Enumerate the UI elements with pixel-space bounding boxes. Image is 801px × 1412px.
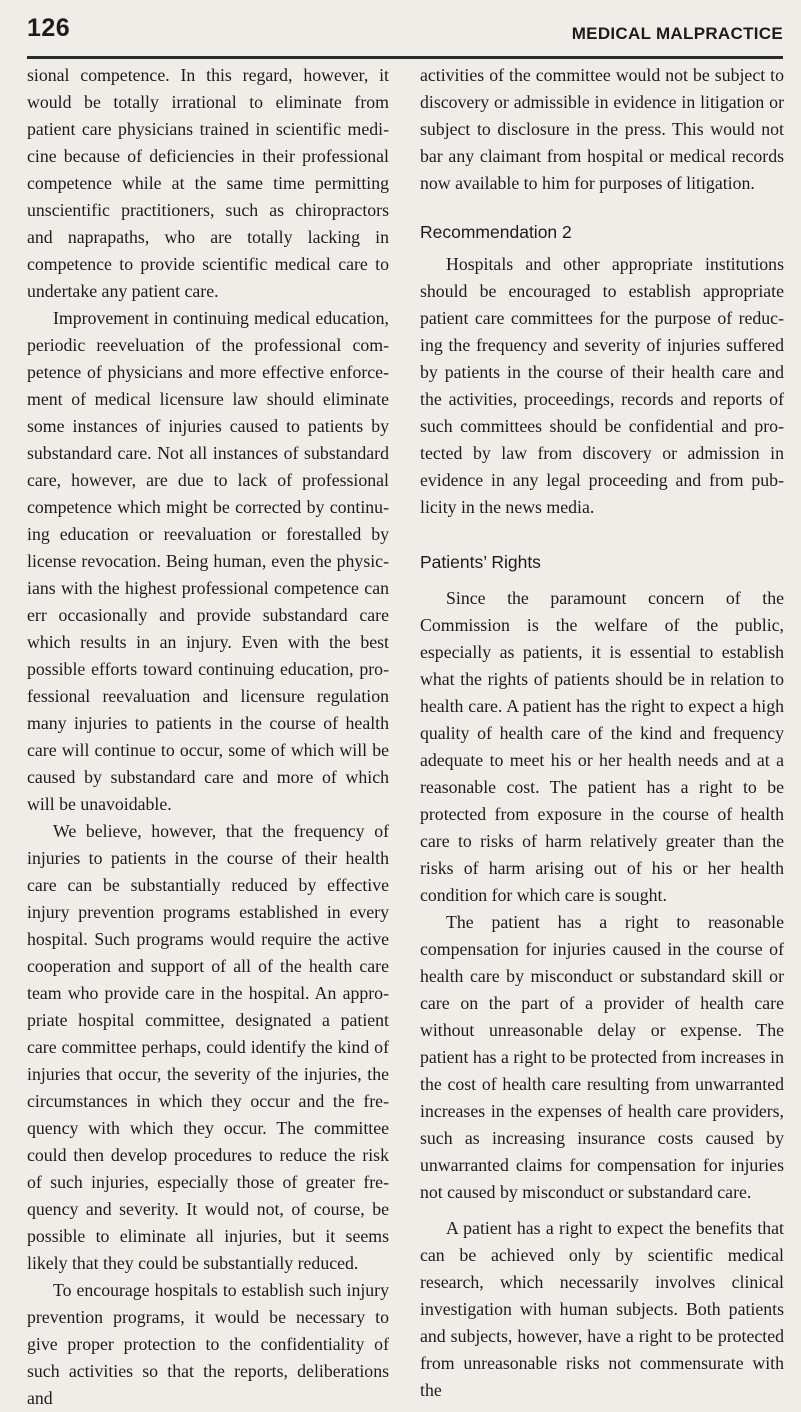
recommendation-text: Hospitals and other appropriate institutions should be encouraged to establish appropriate patient care committees for the purpose of reducing the frequency and severity of injuries suffered by patients in the course of their health care and the activities, proceedings, records and reports of such committees should be confidential and protected by law from discovery or admission in evidence in any legal proceeding and from publicity in the news media. bbox=[420, 254, 784, 517]
body-paragraph: Since the paramount concern of the Commission is the welfare of the public, especially as patients, it is essential to establish what the rights of patients should be in relation to health care. A patient has the right to expect a high quality of health care of the kind and frequency adequate to meet his or her health needs and at a reasonable cost. The patient has a right to be protected from exposure in the course of health care to risks of harm relatively greater than the risks of harm arising out of his or her health condition for which care is sought. bbox=[420, 588, 784, 905]
body-paragraph: The patient has a right to reasonable compensation for injuries caused in the course of health care by misconduct or substandard skill or care on the part of a provider of health care without unreasonable delay or expense. The patient has a right to be protected from increases in the cost of health care resulting from unwarranted increases in the expenses of health care providers, such as increasing insurance costs caused by unwarranted claims for compensation for injuries not caused by misconduct or substandard care. bbox=[420, 912, 784, 1202]
left-column bbox=[27, 62, 389, 1412]
body-paragraph: Improvement in continuing medical education, periodic reeveluation of the professional competence of physicians and more effective enforcement of medical licensure law should eliminate some instances of injuries caused to patients by substandard care. Not all instances of substandard care, however, are due to lack of professional competence which might be corrected by continuing education or reevaluation or forestalled by license revocation. Being human, even the physicians with the highest professional competence can err occasionally and provide substandard care which results in an injury. Even with the best possible efforts toward continuing education, professional reevaluation and licensure regulation many injuries to patients in the course of health care will continue to occur, some of which will be caused by substandard care and more of which will be unavoidable. bbox=[27, 308, 389, 814]
page-number: 126 bbox=[27, 14, 71, 42]
body-paragraph: A patient has a right to expect the benefits that can be achieved only by scientific medical research, which necessarily involves clinical investigation with human subjects. Both patients and subjects, however, have a right to be protected from unreasonable risks not commensurate with the bbox=[420, 1218, 784, 1400]
section-heading-patients-rights: Patients’ Rights bbox=[420, 552, 541, 572]
right-column bbox=[420, 62, 784, 1404]
running-title: MEDICAL MALPRACTICE bbox=[571, 24, 783, 43]
section-heading-recommendation: Recommendation 2 bbox=[420, 222, 572, 242]
body-paragraph: activities of the committee would not be subject to discovery or admissible in evidence in litigation or subject to disclosure in the press. This would not bar any claimant from hospital or medical records now available to him for purposes of litigation. bbox=[420, 65, 784, 193]
body-paragraph: sional competence. In this regard, however, it would be totally irrational to eliminate from patient care physicians trained in scientific medicine because of deficiencies in their professional competence while at the same time permitting unscientific practitioners, such as chiropractors and naprapaths, who are totally lacking in competence to provide scientific medical care to undertake any patient care. bbox=[27, 65, 389, 301]
body-paragraph: We believe, however, that the frequency of injuries to patients in the course of their health care can be substantially reduced by effective injury prevention programs established in every hospital. Such programs would require the active cooperation and support of all of the health care team who provide care in the hospital. An appropriate hospital committee, designated a patient care committee perhaps, could identify the kind of injuries that occur, the severity of the injuries, the circumstances in which they occur and the frequency with which they occur. The committee could then develop procedures to reduce the risk of such injuries, especially those of greater frequency and severity. It would not, of course, be possible to eliminate all injuries, but it seems likely that they could be substantially reduced. bbox=[27, 821, 389, 1273]
header-rule bbox=[27, 56, 783, 59]
body-paragraph: To encourage hospitals to establish such injury prevention programs, it would be necessary to give proper protection to the confidentiality of such activities so that the reports, deliberations and bbox=[27, 1280, 389, 1408]
